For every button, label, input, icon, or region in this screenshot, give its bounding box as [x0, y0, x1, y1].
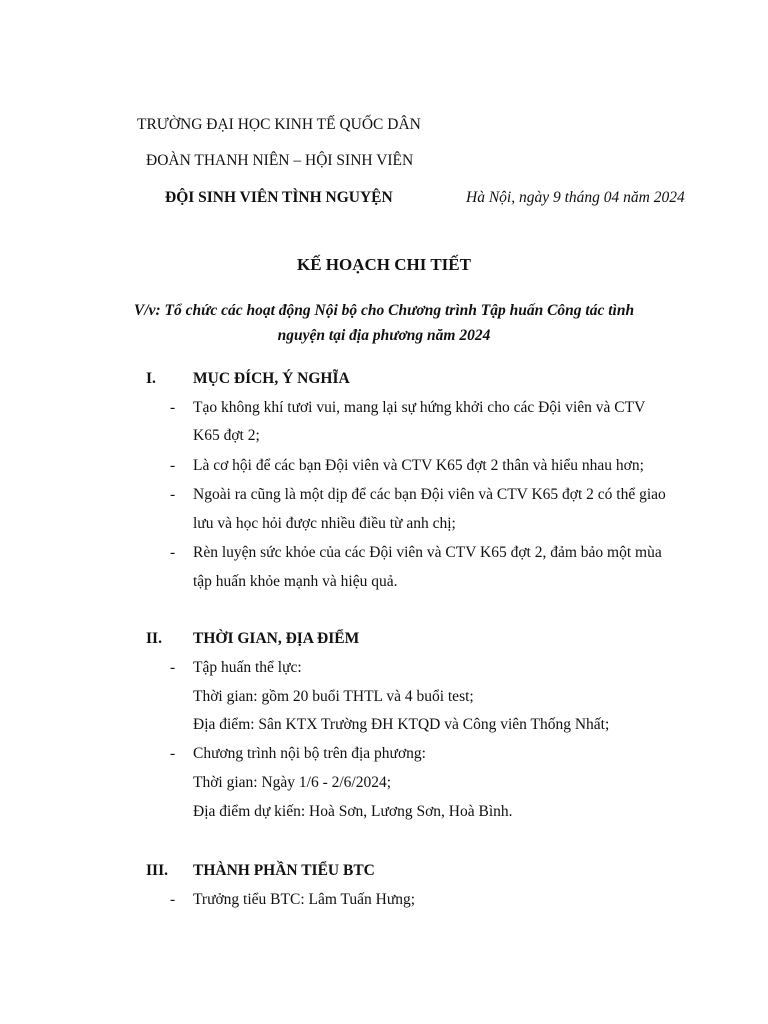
document-title: KẾ HOẠCH CHI TIẾT	[297, 255, 471, 274]
list-item-line: Thời gian: gồm 20 buổi THTL và 4 buổi test;	[193, 688, 474, 705]
section-numeral: II.	[146, 630, 162, 647]
section-heading: MỤC ĐÍCH, Ý NGHĨA	[193, 370, 350, 387]
bullet-dash: -	[170, 544, 176, 561]
document-date: Hà Nội, ngày 9 tháng 04 năm 2024	[466, 189, 685, 206]
list-item-line: Thời gian: Ngày 1/6 - 2/6/2024;	[193, 774, 392, 791]
list-item-line: lưu và học hỏi được nhiều điều từ anh chị;	[193, 515, 456, 532]
list-item-line: Trưởng tiểu BTC: Lâm Tuấn Hưng;	[193, 891, 416, 908]
list-item-line: Chương trình nội bộ trên địa phương:	[193, 745, 426, 762]
bullet-dash: -	[170, 891, 176, 908]
section-numeral: III.	[146, 862, 168, 879]
list-item-line: K65 đợt 2;	[193, 427, 260, 444]
list-item-line: Tập huấn thể lực:	[193, 659, 302, 676]
union-name: ĐOÀN THANH NIÊN – HỘI SINH VIÊN	[146, 152, 414, 169]
list-item-line: Địa điểm dự kiến: Hoà Sơn, Lương Sơn, Hoà Bình.	[193, 803, 513, 820]
team-name: ĐỘI SINH VIÊN TÌNH NGUYỆN	[165, 189, 393, 206]
list-item-line: Rèn luyện sức khỏe của các Đội viên và CTV K65 đợt 2, đảm bảo một mùa	[193, 544, 662, 561]
section-heading: THỜI GIAN, ĐỊA ĐIỂM	[193, 630, 360, 647]
bullet-dash: -	[170, 457, 176, 474]
bullet-dash: -	[170, 745, 176, 762]
bullet-dash: -	[170, 399, 176, 416]
bullet-dash: -	[170, 486, 176, 503]
subject-line-2: nguyện tại địa phương năm 2024	[277, 327, 491, 344]
section-numeral: I.	[146, 370, 156, 387]
bullet-dash: -	[170, 659, 176, 676]
list-item-line: Ngoài ra cũng là một dịp để các bạn Đội viên và CTV K65 đợt 2 có thể giao	[193, 486, 666, 503]
list-item-line: Là cơ hội để các bạn Đội viên và CTV K65 đợt 2 thân và hiểu nhau hơn;	[193, 457, 644, 474]
list-item-line: Địa điểm: Sân KTX Trường ĐH KTQD và Công viên Thống Nhất;	[193, 716, 610, 733]
list-item-line: Tạo không khí tươi vui, mang lại sự hứng khởi cho các Đội viên và CTV	[193, 399, 646, 416]
list-item-line: tập huấn khỏe mạnh và hiệu quả.	[193, 573, 398, 590]
subject-line-1: V/v: Tổ chức các hoạt động Nội bộ cho Chương trình Tập huấn Công tác tình	[133, 302, 635, 319]
university-name: TRƯỜNG ĐẠI HỌC KINH TẾ QUỐC DÂN	[137, 116, 421, 133]
section-heading: THÀNH PHẦN TIỂU BTC	[193, 862, 375, 879]
